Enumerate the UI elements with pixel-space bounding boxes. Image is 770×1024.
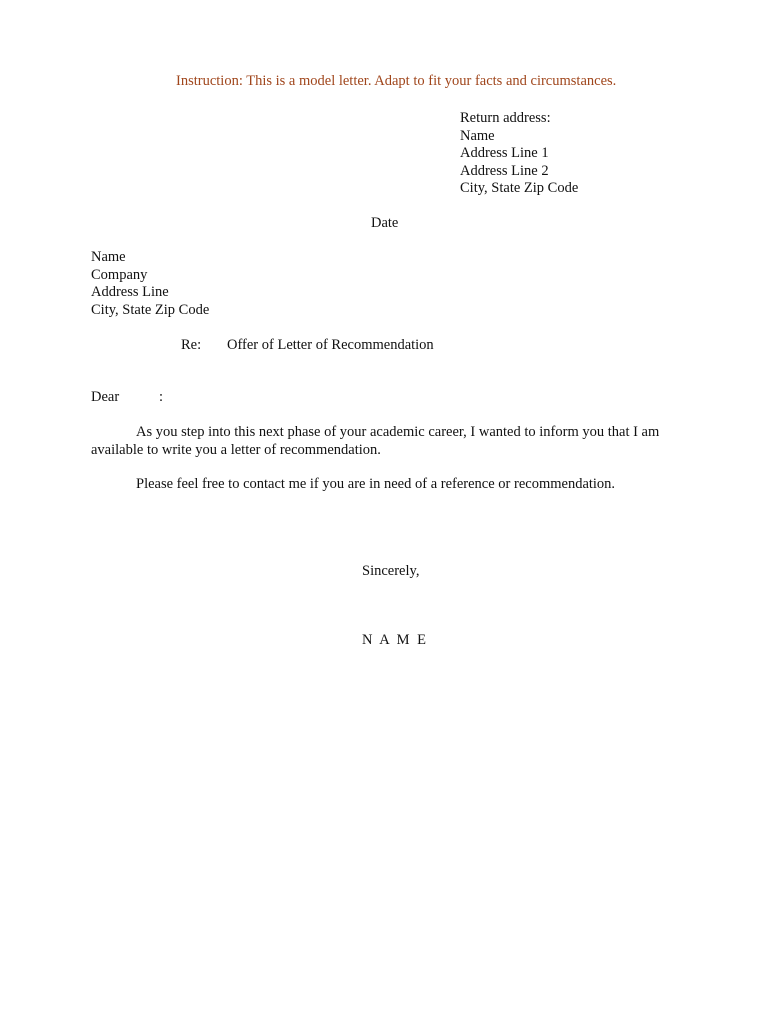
salutation-colon: : bbox=[159, 389, 164, 405]
recipient-address-block bbox=[91, 249, 209, 319]
letter-date: Date bbox=[371, 215, 399, 231]
recipient-name: Name bbox=[91, 249, 126, 265]
return-address-line-1: Address Line 1 bbox=[460, 145, 549, 161]
return-address-block bbox=[460, 110, 578, 198]
re-label: Re: bbox=[181, 337, 202, 353]
body-paragraph-2: Please feel free to contact me if you are in need of a reference or recommendation. bbox=[136, 476, 616, 492]
closing: Sincerely, bbox=[362, 563, 420, 579]
re-subject: Offer of Letter of Recommendation bbox=[227, 337, 434, 353]
recipient-city-state-zip: City, State Zip Code bbox=[91, 301, 210, 318]
body-paragraph-1 bbox=[91, 424, 691, 459]
signature-name: N A M E bbox=[362, 632, 428, 648]
return-address-name: Name bbox=[460, 127, 495, 144]
recipient-company: Company bbox=[91, 266, 148, 283]
return-address-heading: Return address: bbox=[460, 110, 551, 126]
instruction-note: Instruction: This is a model letter. Adapt to fit your facts and circumstances. bbox=[176, 73, 617, 89]
body-paragraph-1-line-1: As you step into this next phase of your academic career, I wanted to inform you that I am bbox=[136, 424, 660, 440]
return-address-city-state-zip: City, State Zip Code bbox=[460, 180, 579, 196]
salutation: Dear bbox=[91, 389, 120, 405]
return-address-line-2: Address Line 2 bbox=[460, 162, 549, 179]
body-paragraph-1-line-2: available to write you a letter of recommendation. bbox=[91, 441, 381, 458]
recipient-address-line: Address Line bbox=[91, 284, 169, 300]
